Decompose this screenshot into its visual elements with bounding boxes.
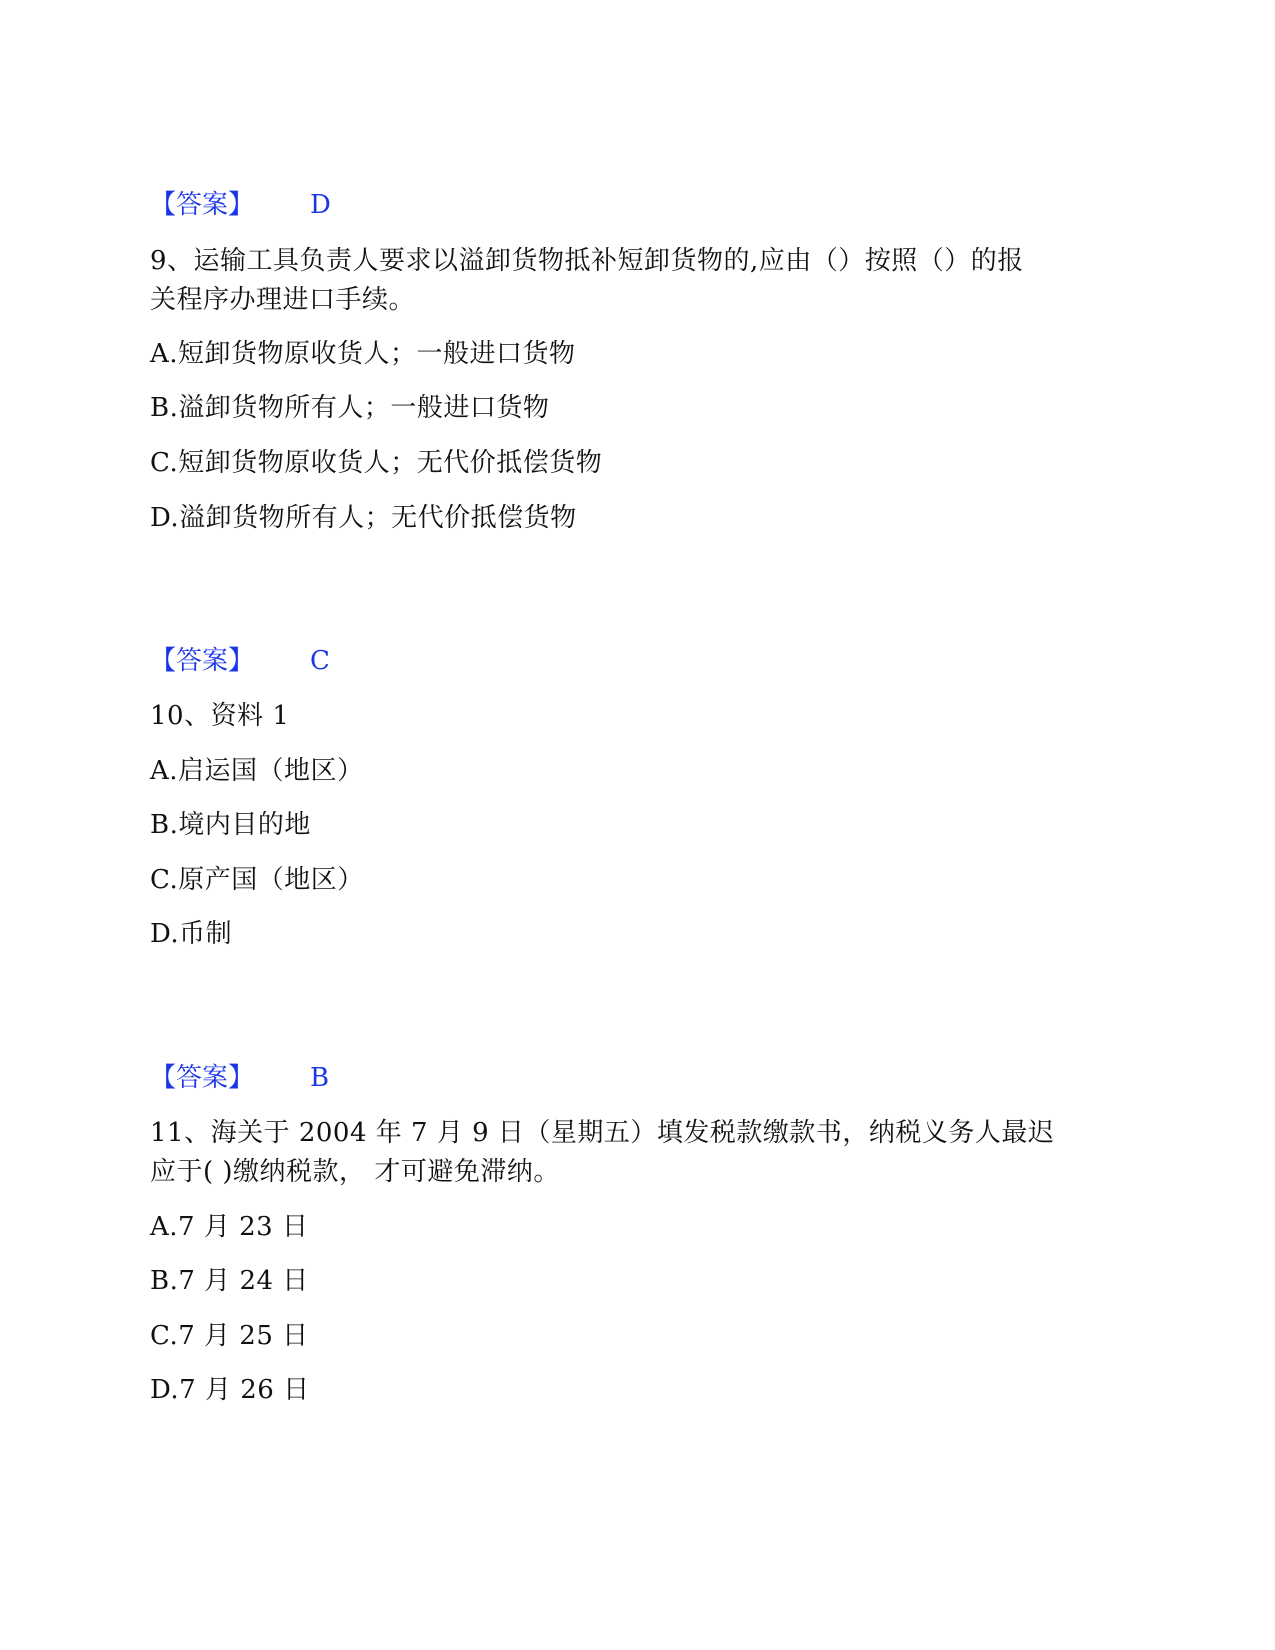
answer-value: C [310, 646, 330, 676]
answer-row-q8 [150, 188, 331, 222]
question-9-option-b: B.溢卸货物所有人；一般进口货物 [150, 393, 550, 423]
question-11-option-c: C.7 月 25 日 [150, 1321, 309, 1351]
question-9-line-2: 关程序办理进口手续。 [150, 285, 416, 315]
question-11-line-1: 11、海关于 2004 年 7 月 9 日（星期五）填发税款缴款书，纳税义务人最迟 [150, 1118, 1055, 1148]
question-10-option-d: D.币制 [150, 919, 233, 949]
answer-label: 【答案】 [150, 1063, 255, 1093]
question-9-option-c: C.短卸货物原收货人；无代价抵偿货物 [150, 448, 603, 478]
question-9-line-1: 9、运输工具负责人要求以溢卸货物抵补短卸货物的,应由（）按照（）的报 [150, 246, 1024, 276]
question-11-option-a: A.7 月 23 日 [150, 1212, 309, 1242]
question-11-option-d: D.7 月 26 日 [150, 1375, 310, 1405]
answer-row-q9 [150, 644, 330, 678]
question-10-option-b: B.境内目的地 [150, 810, 311, 840]
question-10-option-a: A.启运国（地区） [150, 756, 364, 786]
answer-value: D [310, 190, 331, 220]
question-11-line-2: 应于( )缴纳税款， 才可避免滞纳。 [150, 1157, 560, 1187]
answer-label: 【答案】 [150, 190, 255, 220]
question-10-option-c: C.原产国（地区） [150, 865, 364, 895]
answer-value: B [310, 1063, 330, 1093]
answer-row-q10 [150, 1061, 329, 1095]
question-9-option-a: A.短卸货物原收货人；一般进口货物 [150, 339, 576, 369]
question-11-option-b: B.7 月 24 日 [150, 1266, 309, 1296]
answer-label: 【答案】 [150, 646, 255, 676]
question-9-option-d: D.溢卸货物所有人；无代价抵偿货物 [150, 503, 577, 533]
question-10-line-1: 10、资料 1 [150, 701, 290, 731]
